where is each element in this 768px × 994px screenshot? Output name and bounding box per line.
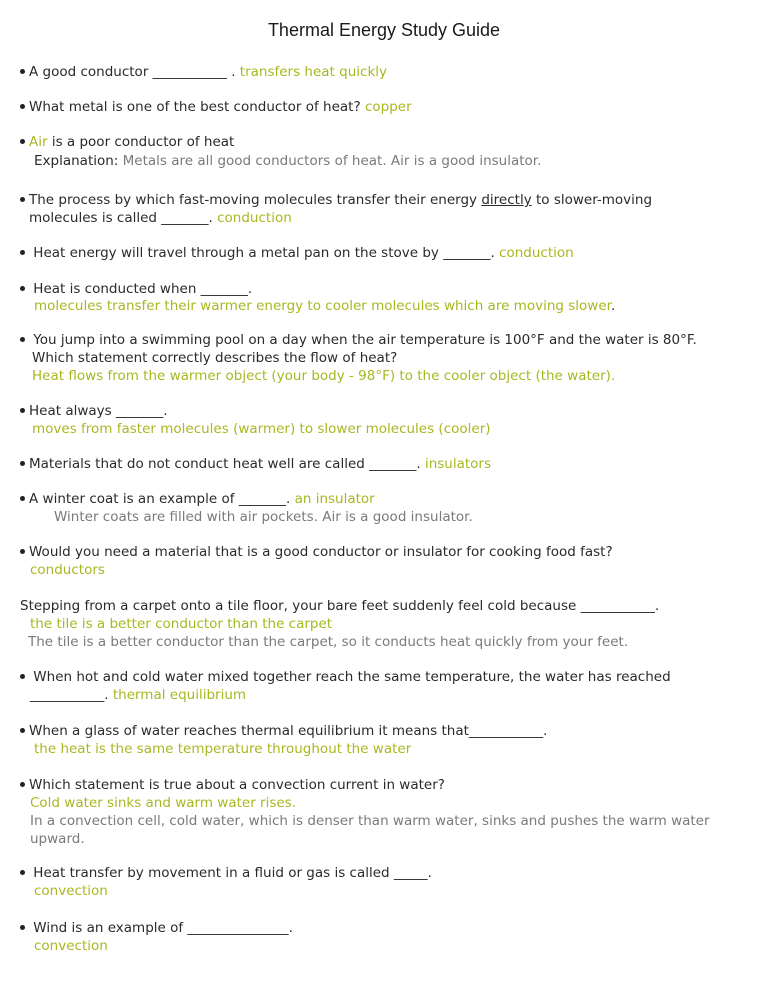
bullet-icon bbox=[20, 728, 25, 733]
answer-text: the tile is a better conductor than the carpet bbox=[30, 616, 333, 632]
question-text: Heat is conducted when _______. bbox=[33, 281, 253, 297]
question-1 bbox=[20, 63, 387, 81]
question-6 bbox=[20, 280, 252, 298]
answer-text: Heat flows from the warmer object (your body - 98°F) to the cooler object (the water). bbox=[32, 368, 616, 384]
answer-8 bbox=[32, 420, 491, 438]
question-13-line-2 bbox=[30, 686, 246, 704]
answer-11 bbox=[30, 561, 105, 579]
question-8 bbox=[20, 402, 168, 420]
explanation-text: The tile is a better conductor than the carpet, so it conducts heat quickly from your feet. bbox=[28, 634, 629, 650]
bullet-icon bbox=[20, 250, 25, 255]
bullet-icon bbox=[20, 870, 25, 875]
answer-14 bbox=[34, 740, 411, 758]
answer-text: conductors bbox=[30, 562, 105, 578]
question-9 bbox=[20, 455, 491, 473]
question-14 bbox=[20, 722, 547, 740]
question-5 bbox=[20, 244, 574, 262]
explanation-text: Metals are all good conductors of heat. Air is a good insulator. bbox=[122, 153, 542, 169]
question-text: Wind is an example of _______________. bbox=[33, 920, 293, 936]
question-text: The process by which fast-moving molecules transfer their energy bbox=[29, 192, 478, 208]
answer-text: moves from faster molecules (warmer) to slower molecules (cooler) bbox=[32, 421, 491, 437]
question-text: Which statement is true about a convection current in water? bbox=[29, 777, 445, 793]
question-4 bbox=[20, 191, 652, 209]
answer-text: the heat is the same temperature throughout the water bbox=[34, 741, 412, 757]
answer-15 bbox=[30, 794, 296, 812]
question-underlined-word: directly bbox=[481, 192, 532, 208]
bullet-icon bbox=[20, 69, 25, 74]
answer-12 bbox=[30, 615, 332, 633]
question-text: molecules is called _______. bbox=[29, 210, 213, 226]
bullet-icon bbox=[20, 408, 25, 413]
question-text: When a glass of water reaches thermal equilibrium it means that___________. bbox=[29, 723, 548, 739]
bullet-icon bbox=[20, 496, 25, 501]
page-title: Thermal Energy Study Guide bbox=[267, 20, 501, 40]
question-text: A winter coat is an example of _______. bbox=[29, 491, 291, 507]
answer-text: convection bbox=[34, 938, 108, 954]
answer-text: insulators bbox=[424, 456, 492, 472]
question-12 bbox=[20, 597, 659, 615]
answer-text: copper bbox=[364, 99, 412, 115]
answer-period: . bbox=[610, 298, 616, 314]
question-10 bbox=[20, 490, 375, 508]
answer-text: Cold water sinks and warm water rises. bbox=[30, 795, 297, 811]
question-text: You jump into a swimming pool on a day when the air temperature is 100°F and the water is 80°F. bbox=[33, 332, 697, 348]
answer-17 bbox=[34, 937, 108, 955]
bullet-icon bbox=[20, 197, 25, 202]
question-16 bbox=[20, 864, 432, 882]
bullet-icon bbox=[20, 139, 25, 144]
question-text: A good conductor ___________ . bbox=[29, 64, 236, 80]
question-4-line-2 bbox=[29, 209, 292, 227]
question-13 bbox=[20, 668, 671, 686]
bullet-icon bbox=[20, 286, 25, 291]
question-17 bbox=[20, 919, 293, 937]
question-2 bbox=[20, 98, 412, 116]
question-7-line-2 bbox=[32, 349, 397, 367]
explanation-text: In a convection cell, cold water, which is denser than warm water, sinks and pushes the warm water bbox=[30, 813, 710, 829]
explanation-label: Explanation: bbox=[34, 153, 119, 169]
question-text: Heat energy will travel through a metal pan on the stove by _______. bbox=[33, 245, 495, 261]
question-text: is a poor conductor of heat bbox=[51, 134, 235, 150]
question-text: Materials that do not conduct heat well are called _______. bbox=[29, 456, 421, 472]
question-text-cont: to slower-moving bbox=[535, 192, 653, 208]
question-text: Heat always _______. bbox=[29, 403, 168, 419]
answer-text: thermal equilibrium bbox=[112, 687, 247, 703]
explanation-15-line-2 bbox=[30, 830, 85, 848]
answer-16 bbox=[34, 882, 108, 900]
question-text: When hot and cold water mixed together reach the same temperature, the water has reached bbox=[33, 669, 671, 685]
answer-text: transfers heat quickly bbox=[239, 64, 388, 80]
answer-text: molecules transfer their warmer energy to cooler molecules which are moving slower bbox=[34, 298, 611, 314]
explanation-15 bbox=[30, 812, 710, 830]
question-text: Would you need a material that is a good conductor or insulator for cooking food fast? bbox=[29, 544, 613, 560]
bullet-icon bbox=[20, 782, 25, 787]
bullet-icon bbox=[20, 461, 25, 466]
explanation-12 bbox=[28, 633, 628, 651]
answer-text: Air bbox=[29, 134, 48, 150]
answer-text: an insulator bbox=[294, 491, 375, 507]
answer-text: conduction bbox=[499, 245, 574, 261]
bullet-icon bbox=[20, 674, 25, 679]
question-3 bbox=[20, 133, 234, 151]
question-text: Which statement correctly describes the flow of heat? bbox=[32, 350, 398, 366]
question-11 bbox=[20, 543, 613, 561]
bullet-icon bbox=[20, 549, 25, 554]
answer-text: convection bbox=[34, 883, 108, 899]
question-text: What metal is one of the best conductor of heat? bbox=[29, 99, 361, 115]
question-text: ___________. bbox=[30, 687, 109, 703]
answer-7 bbox=[32, 367, 615, 385]
question-text: Heat transfer by movement in a fluid or gas is called _____. bbox=[33, 865, 432, 881]
explanation-text: Winter coats are filled with air pockets. Air is a good insulator. bbox=[54, 509, 473, 525]
explanation-10 bbox=[54, 508, 473, 526]
answer-6 bbox=[34, 297, 615, 315]
question-7 bbox=[20, 331, 697, 349]
bullet-icon bbox=[20, 337, 25, 342]
explanation-text: upward. bbox=[30, 831, 85, 847]
answer-text: conduction bbox=[217, 210, 292, 226]
bullet-icon bbox=[20, 104, 25, 109]
question-15 bbox=[20, 776, 445, 794]
bullet-icon bbox=[20, 925, 25, 930]
explanation-3 bbox=[34, 152, 541, 170]
question-text: Stepping from a carpet onto a tile floor, your bare feet suddenly feel cold because ___________. bbox=[20, 598, 660, 614]
